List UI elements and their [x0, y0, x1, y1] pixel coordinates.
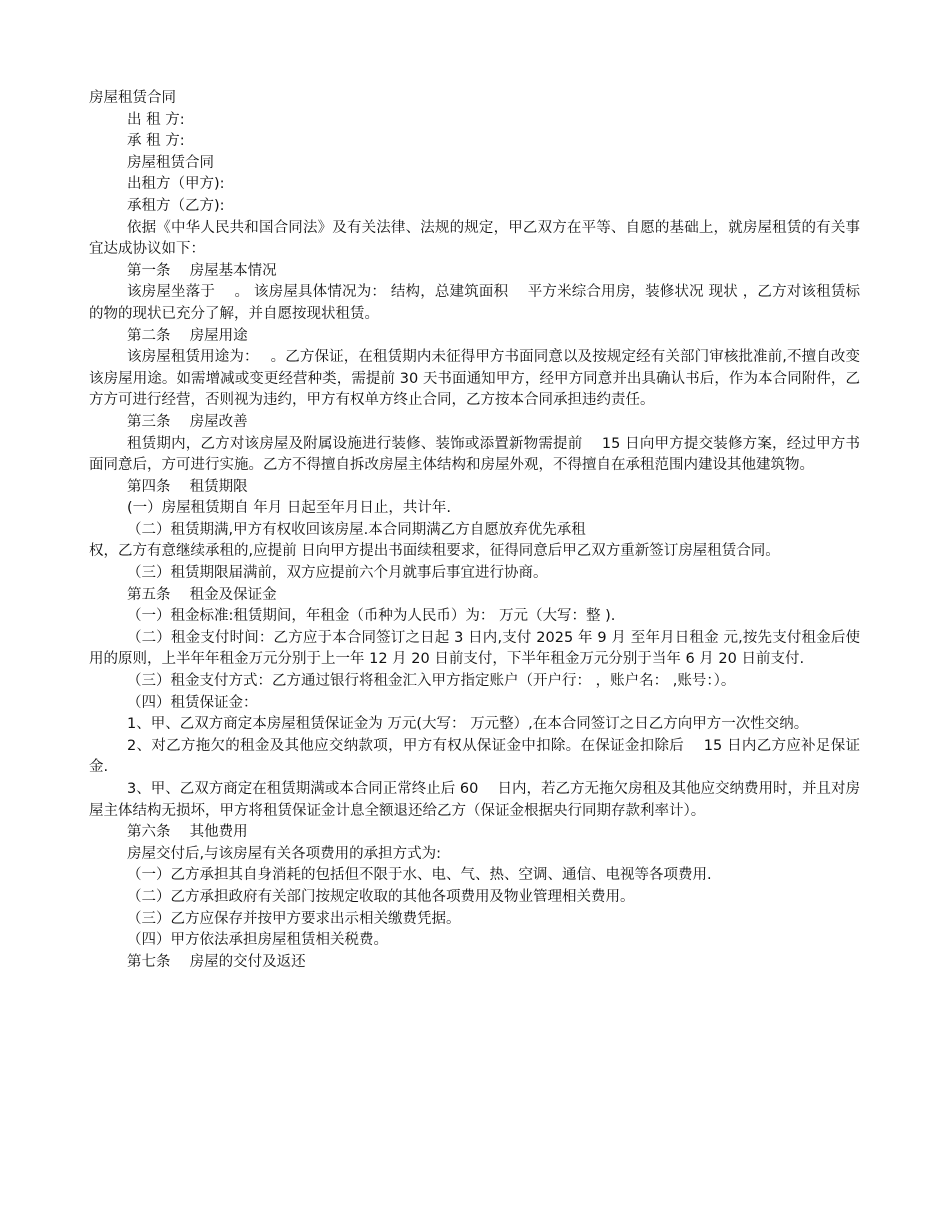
- paragraph-line: 3、甲、乙双方商定在租赁期满或本合同正常终止后 60 日内，若乙方无拖欠房租及其他应交纳费用时，并且对房屋主体结构无损坏，甲方将租赁保证金计息全额退还给乙方（保证金根据央行同期存款利率计）。: [89, 781, 860, 819]
- paragraph-line: （三）乙方应保存并按甲方要求出示相关缴费凭据。: [127, 910, 461, 927]
- paragraph-line: （四）甲方依法承担房屋租赁相关税费。: [127, 932, 388, 949]
- section-heading: 第二条 房屋用途: [127, 327, 248, 344]
- paragraph-line: 1、甲、乙双方商定本房屋租赁保证金为 万元(大写： 万元整）,在本合同签订之日乙方向甲方一次性交纳。: [127, 716, 809, 733]
- paragraph-line: 依据《中华人民共和国合同法》及有关法律、法规的规定，甲乙双方在平等、自愿的基础上，就房屋租赁的有关事宜达成协议如下：: [89, 219, 860, 258]
- paragraph-line: 出 租 方:: [127, 111, 185, 128]
- paragraph-line: 承 租 方:: [127, 133, 185, 150]
- paragraph-line: 权，乙方有意继续承租的,应提前 日向甲方提出书面续租要求，征得同意后甲乙双方重新签订房屋租赁合同。: [89, 543, 780, 560]
- paragraph-line: 该房屋租赁用途为： 。乙方保证，在租赁期内未征得甲方书面同意以及按规定经有关部门审核批准前,不擅自改变该房屋用途。如需增减或变更经营种类，需提前 30 天书面通知甲方，经甲方同意并出具确认书后，作为本合同附件，乙方方可进行经营，否则视为违约，甲方有权单方终止合同，乙方按本合同承担违约责任。: [89, 349, 860, 409]
- document-body: [89, 110, 860, 974]
- paragraph-line: （一）乙方承担其自身消耗的包括但不限于水、电、气、热、空调、通信、电视等各项费用.: [127, 867, 712, 884]
- paragraph-line: （四）租赁保证金：: [127, 694, 258, 711]
- paragraph-line: 承租方（乙方):: [127, 197, 225, 214]
- section-heading: 第三条 房屋改善: [127, 413, 248, 430]
- paragraph-line: 出租方（甲方):: [127, 176, 225, 193]
- paragraph-line: (一）房屋租赁期自 年月 日起至年月日止，共计年.: [127, 500, 451, 517]
- section-heading: 第七条 房屋的交付及返还: [127, 953, 306, 970]
- document-title: 房屋租赁合同: [89, 90, 176, 106]
- section-heading: 第六条 其他费用: [127, 824, 248, 841]
- paragraph-line: （二）乙方承担政府有关部门按规定收取的其他各项费用及物业管理相关费用。: [127, 888, 635, 905]
- section-heading: 第五条 租金及保证金: [127, 586, 277, 603]
- paragraph-line: 房屋交付后,与该房屋有关各项费用的承担方式为:: [127, 845, 441, 862]
- paragraph-line: 房屋租赁合同: [127, 154, 214, 171]
- paragraph-line: （三）租金支付方式：乙方通过银行将租金汇入甲方指定账户（开户行： ，账户名： ,账号：）。: [127, 673, 736, 690]
- paragraph-line: （二）租赁期满,甲方有权收回该房屋.本合同期满乙方自愿放弃优先承租: [127, 521, 586, 538]
- paragraph-line: 2、对乙方拖欠的租金及其他应交纳款项，甲方有权从保证金中扣除。在保证金扣除后 15 日内乙方应补足保证金.: [89, 737, 860, 776]
- section-heading: 第四条 租赁期限: [127, 478, 248, 495]
- paragraph-line: （一）租金标准:租赁期间，年租金（币种为人民币）为： 万元（大写：整 ).: [127, 608, 616, 625]
- paragraph-line: 该房屋坐落于 。 该房屋具体情况为： 结构，总建筑面积 平方米综合用房，装修状况 现状 ，乙方对该租赁标的物的现状已充分了解，并自愿按现状租赁。: [89, 284, 860, 322]
- paragraph-line: （二）租金支付时间：乙方应于本合同签订之日起 3 日内,支付 2025 年 9 月 至年月日租金 元,按先支付租金后使用的原则，上半年年租金万元分别于上一年 12 月 20 日前支付，下半年租金万元分别于当年 6 月 20 日前支付.: [89, 629, 860, 668]
- section-heading: 第一条 房屋基本情况: [127, 262, 277, 279]
- paragraph-line: （三）租赁期限届满前，双方应提前六个月就事后事宜进行协商。: [127, 565, 548, 582]
- paragraph-line: 租赁期内，乙方对该房屋及附属设施进行装修、装饰或添置新物需提前 15 日向甲方提交装修方案，经过甲方书面同意后，方可进行实施。乙方不得擅自拆改房屋主体结构和房屋外观，不得擅自在承租范围内建设其他建筑物。: [89, 435, 860, 474]
